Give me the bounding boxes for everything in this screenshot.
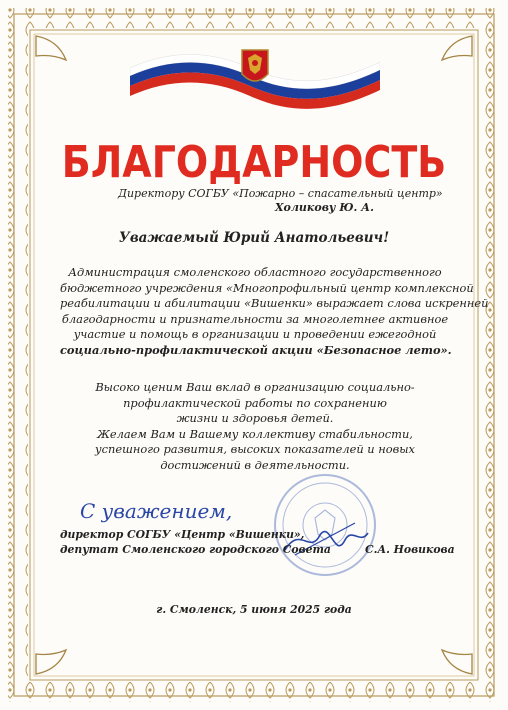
paragraph-line: Администрация смоленского областного государственного	[68, 265, 442, 279]
paragraph-line: профилактической работы по сохранению	[123, 395, 387, 410]
signatory-name: С.А. Новикова	[365, 543, 455, 556]
paragraph-line: Желаем Вам и Вашему коллективу стабильности,	[97, 426, 413, 441]
paragraph-line: реабилитации и абилитации «Вишенки» выражает слова искренней	[60, 296, 489, 310]
paragraph-line: достижений в деятельности.	[160, 457, 350, 472]
document-title: БЛАГОДАРНОСТЬ	[61, 136, 447, 188]
signatory-title-line-1: директор СОГБУ «Центр «Вишенки»,	[60, 528, 305, 541]
paragraph-line: бюджетного учреждения «Многопрофильный центр комплексной	[60, 280, 474, 295]
handwritten-closing	[80, 490, 280, 530]
flag-ribbon	[130, 40, 380, 110]
signatory-title-line-2: депутат Смоленского городского Совета	[60, 542, 331, 556]
signatory-title	[60, 528, 331, 557]
paragraph-line: участие и помощь в организации и проведении ежегодной	[73, 327, 437, 341]
paragraph-bold-line: социально-профилактической акции «Безопасное лето».	[60, 342, 452, 357]
wishes-paragraph	[60, 380, 450, 473]
paragraph-line: Высоко ценим Ваш вклад в организацию социально-	[95, 380, 415, 394]
addressee-line-2: Холикову Ю. А.	[275, 201, 374, 214]
paragraph-line: благодарности и признательности за многолетнее активное	[61, 311, 449, 326]
paragraph-line: успешного развития, высоких показателей и новых	[95, 442, 415, 456]
addressee-line-1: Директору СОГБУ «Пожарно – спасательный центр»	[118, 187, 443, 200]
greeting: Уважаемый Юрий Анатольевич!	[118, 230, 390, 246]
svg-text:С уважением,: С уважением,	[80, 499, 233, 523]
paragraph-line: жизни и здоровья детей.	[176, 411, 334, 425]
gratitude-paragraph	[60, 265, 489, 358]
place-date: г. Смоленск, 5 июня 2025 года	[156, 603, 352, 616]
russian-coat-of-arms-icon	[242, 50, 268, 81]
